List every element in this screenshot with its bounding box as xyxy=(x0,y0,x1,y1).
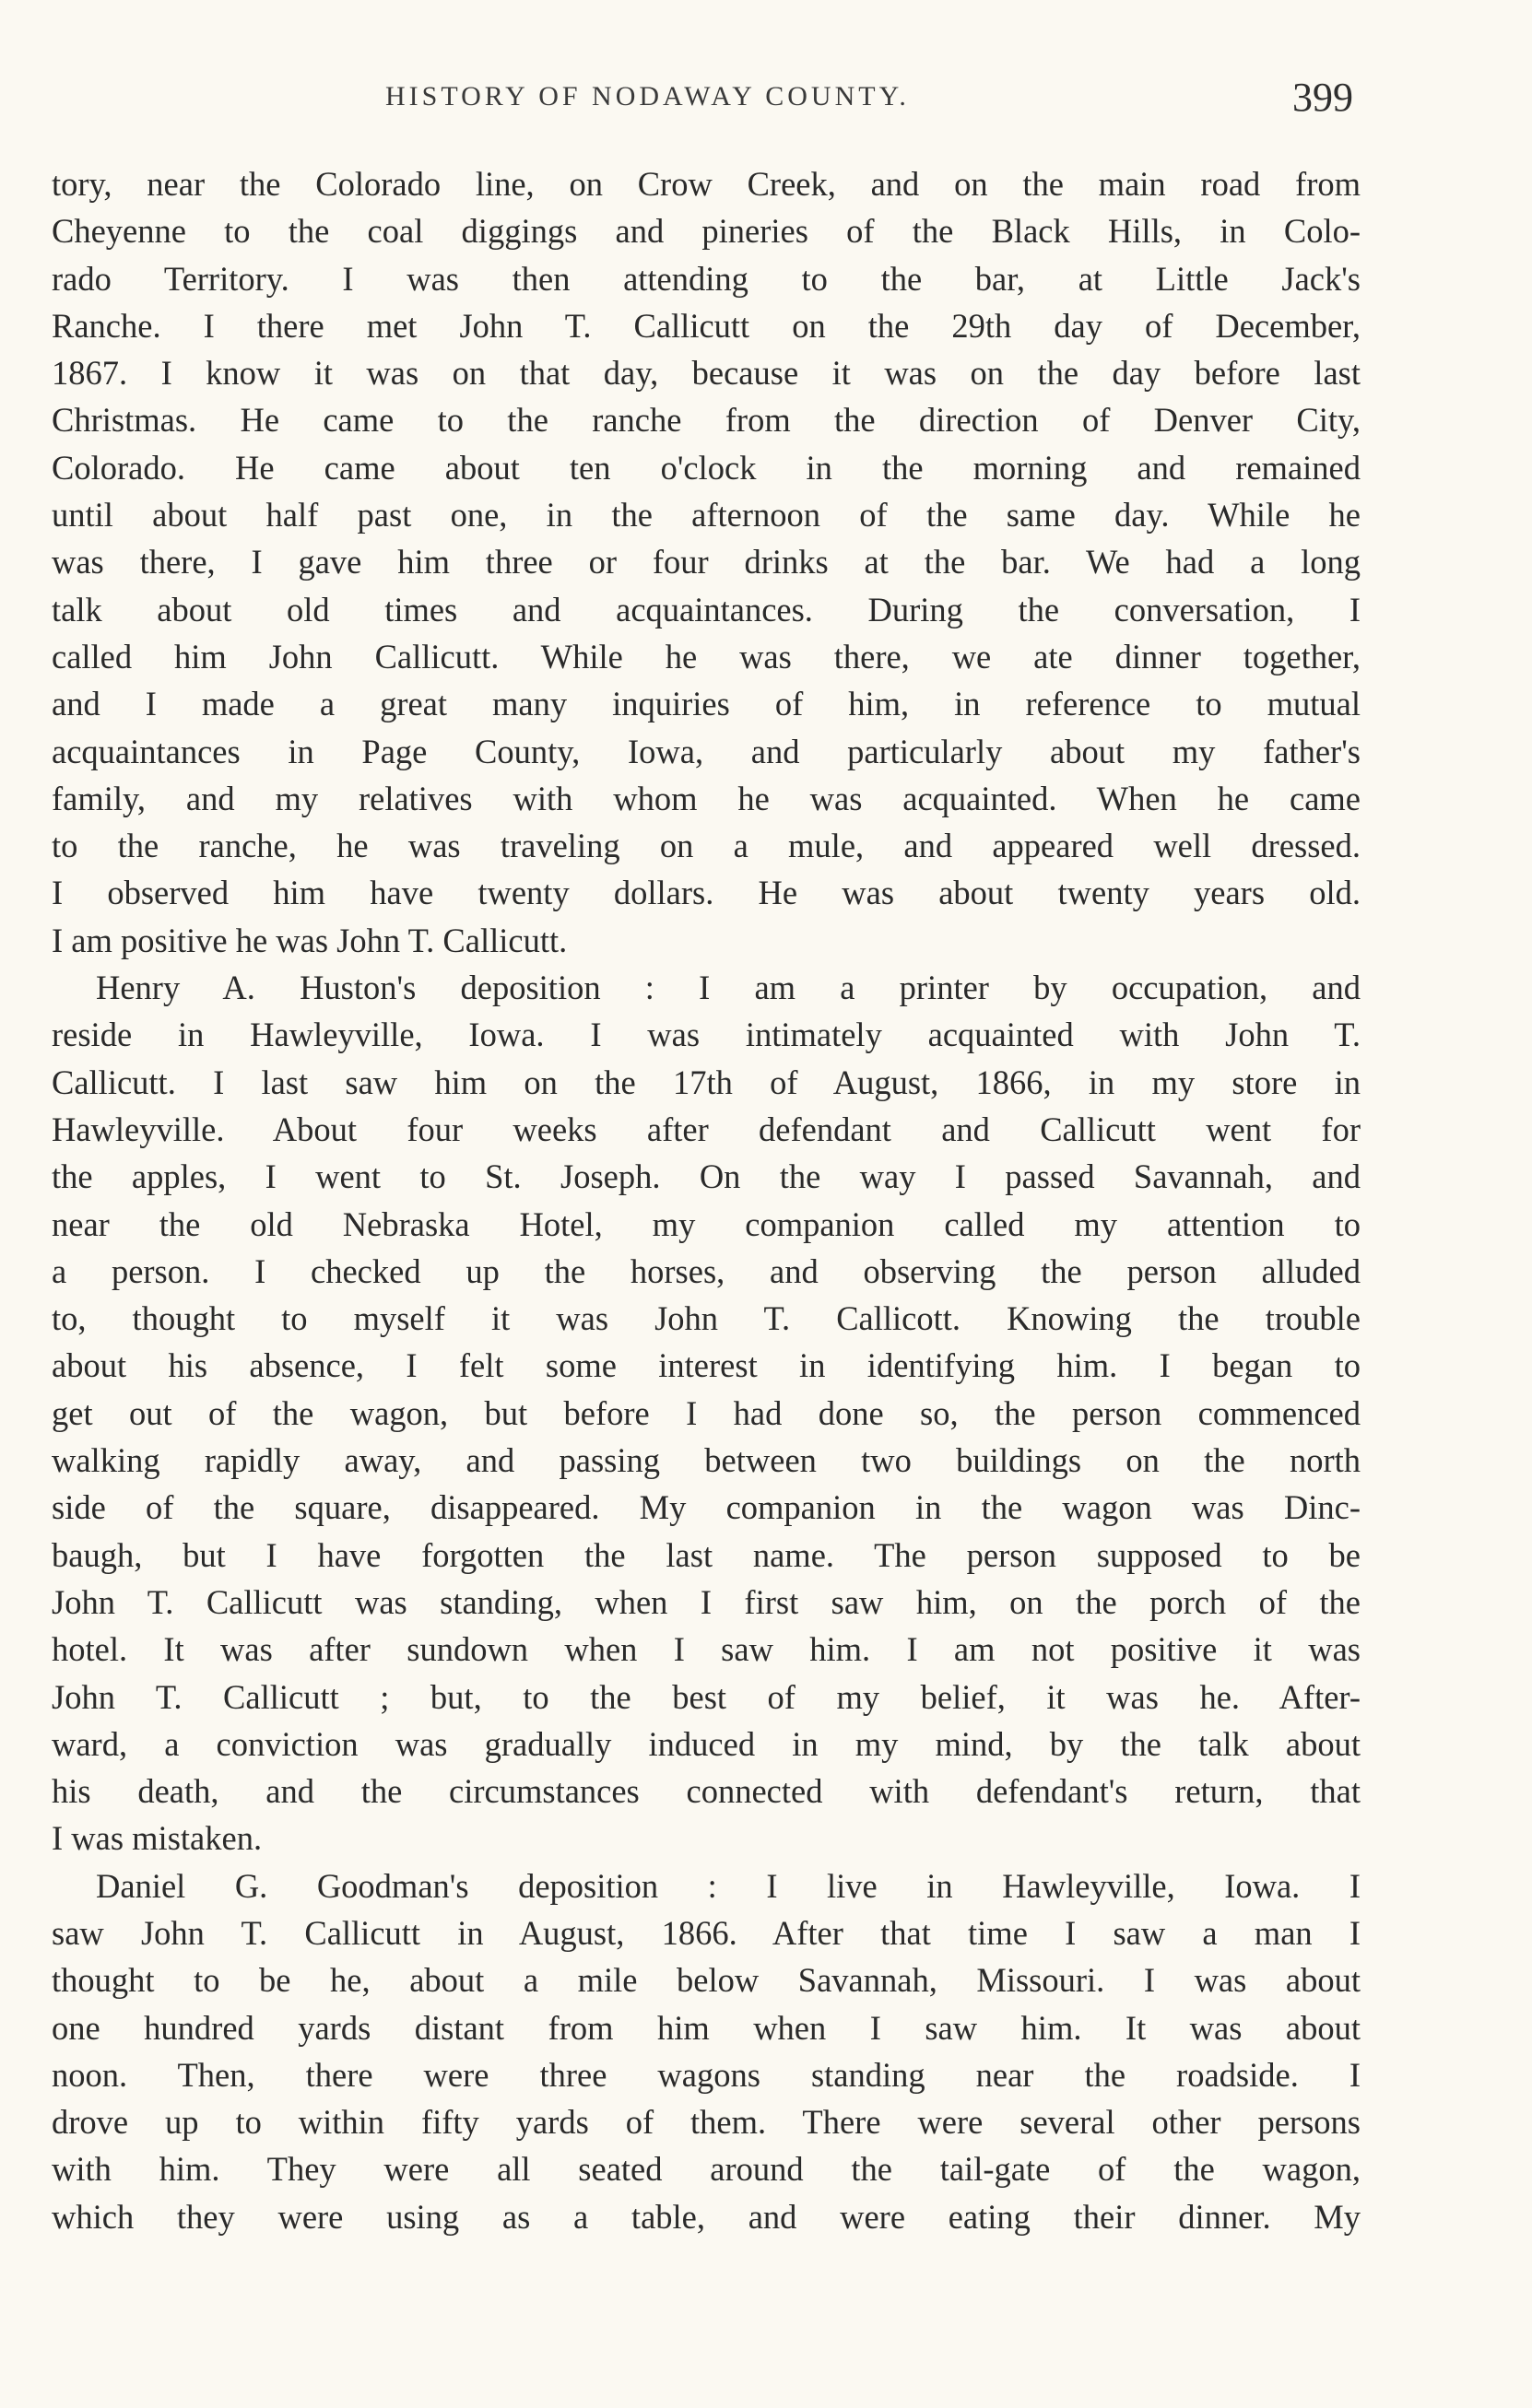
text-line: called him John Callicutt. While he was there, we ate dinner together, xyxy=(52,637,1361,675)
text-line: John T. Callicutt ; but, to the best of my belief, it was he. After- xyxy=(52,1677,1361,1716)
running-head: HISTORY OF NODAWAY COUNTY. xyxy=(385,81,910,112)
text-line: with him. They were all seated around the tail-gate of the wagon, xyxy=(52,2150,1361,2189)
text-line: reside in Hawleyville, Iowa. I was intimately acquainted with John T. xyxy=(52,1016,1361,1054)
paragraph-end-line: I am positive he was John T. Callicutt. xyxy=(52,921,568,959)
text-line: acquaintances in Page County, Iowa, and particularly about my father's xyxy=(52,732,1361,770)
text-line: saw John T. Callicutt in August, 1866. After that time I saw a man I xyxy=(52,1913,1361,1952)
text-line: side of the square, disappeared. My companion in the wagon was Dinc- xyxy=(52,1488,1361,1527)
text-line: which they were using as a table, and were eating their dinner. My xyxy=(52,2197,1361,2236)
text-line: Hawleyville. About four weeks after defendant and Callicutt went for xyxy=(52,1110,1361,1148)
paragraph-start-line: Henry A. Huston's deposition : I am a printer by occupation, and xyxy=(96,969,1361,1007)
text-line: get out of the wagon, but before I had done so, the person commenced xyxy=(52,1393,1361,1432)
text-line: walking rapidly away, and passing between two buildings on the north xyxy=(52,1441,1361,1480)
page-number: 399 xyxy=(1292,75,1353,120)
text-line: about his absence, I felt some interest in identifying him. I began to xyxy=(52,1346,1361,1385)
text-line: and I made a great many inquiries of him, in reference to mutual xyxy=(52,685,1361,723)
text-line: thought to be he, about a mile below Savannah, Missouri. I was about xyxy=(52,1961,1361,2000)
text-line: drove up to within fifty yards of them. There were several other persons xyxy=(52,2103,1361,2142)
text-line: tory, near the Colorado line, on Crow Creek, and on the main road from xyxy=(52,165,1361,203)
text-line: to the ranche, he was traveling on a mule, and appeared well dressed. xyxy=(52,827,1361,865)
text-line: I observed him have twenty dollars. He was about twenty years old. xyxy=(52,874,1361,912)
text-line: until about half past one, in the afternoon of the same day. While he xyxy=(52,496,1361,534)
text-line: John T. Callicutt was standing, when I first saw him, on the porch of the xyxy=(52,1582,1361,1621)
text-line: a person. I checked up the horses, and observing the person alluded xyxy=(52,1251,1361,1290)
text-line: Colorado. He came about ten o'clock in the morning and remained xyxy=(52,448,1361,487)
text-line: Ranche. I there met John T. Callicutt on the 29th day of December, xyxy=(52,306,1361,345)
text-line: family, and my relatives with whom he was acquainted. When he came xyxy=(52,779,1361,817)
text-line: the apples, I went to St. Joseph. On the way I passed Savannah, and xyxy=(52,1157,1361,1196)
text-line: to, thought to myself it was John T. Callicott. Knowing the trouble xyxy=(52,1299,1361,1338)
text-line: near the old Nebraska Hotel, my companion called my attention to xyxy=(52,1204,1361,1243)
text-line: hotel. It was after sundown when I saw him. I am not positive it was xyxy=(52,1630,1361,1669)
text-line: baugh, but I have forgotten the last name. The person supposed to be xyxy=(52,1535,1361,1574)
text-line: Christmas. He came to the ranche from the direction of Denver City, xyxy=(52,401,1361,440)
text-line: was there, I gave him three or four drinks at the bar. We had a long xyxy=(52,543,1361,581)
text-line: ward, a conviction was gradually induced in my mind, by the talk about xyxy=(52,1724,1361,1763)
text-line: one hundred yards distant from him when I saw him. It was about xyxy=(52,2008,1361,2047)
text-line: 1867. I know it was on that day, because it was on the day before last xyxy=(52,354,1361,393)
text-line: Callicutt. I last saw him on the 17th of August, 1866, in my store in xyxy=(52,1063,1361,1101)
text-line: talk about old times and acquaintances. During the conversation, I xyxy=(52,590,1361,628)
body-text xyxy=(52,160,1361,2240)
page-header xyxy=(0,74,1532,147)
text-line: his death, and the circumstances connected with defendant's return, that xyxy=(52,1772,1361,1811)
text-line: noon. Then, there were three wagons standing near the roadside. I xyxy=(52,2055,1361,2094)
text-line: Cheyenne to the coal diggings and pineries of the Black Hills, in Colo- xyxy=(52,212,1361,251)
paragraph-start-line: Daniel G. Goodman's deposition : I live in Hawleyville, Iowa. I xyxy=(96,1866,1361,1905)
text-line: rado Territory. I was then attending to the bar, at Little Jack's xyxy=(52,259,1361,298)
paragraph-end-line: I was mistaken. xyxy=(52,1819,263,1858)
